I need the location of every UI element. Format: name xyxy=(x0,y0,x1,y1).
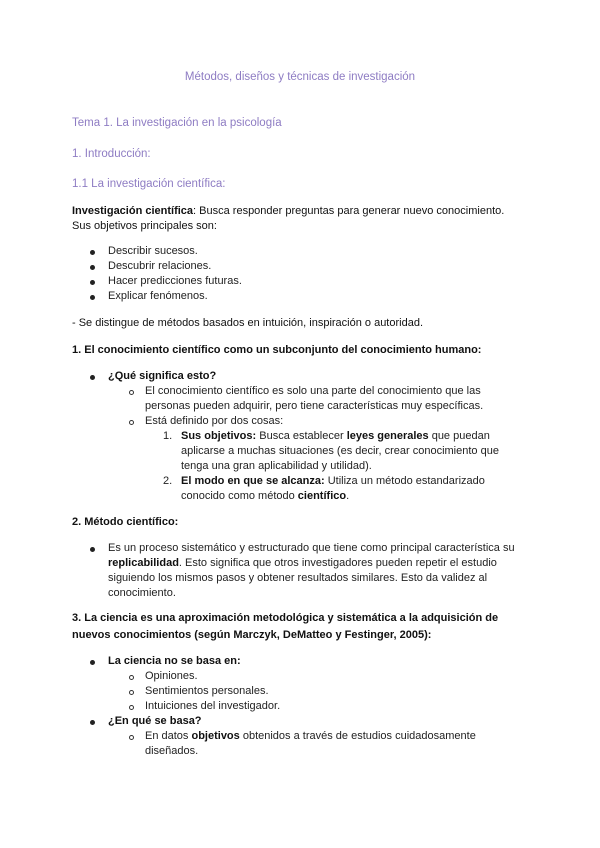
bullet-icon xyxy=(90,660,95,665)
item1-label: Sus objetivos: xyxy=(181,430,257,442)
section1-heading: 1. El conocimiento científico como un subconjunto del conocimiento humano: xyxy=(72,344,482,356)
item2-line2-bold: científico xyxy=(297,490,347,502)
objective-item: Explicar fenómenos. xyxy=(108,290,208,302)
bullet-icon xyxy=(90,547,95,552)
based-line1 xyxy=(145,729,476,744)
definition-line2: Sus objetivos principales son: xyxy=(72,220,217,232)
section3-bullet2 xyxy=(108,714,202,729)
section2-line3: siguiendo los mismos pasos y obtener resultados similares. Esto da validez al xyxy=(108,572,488,584)
distinction-text: - Se distingue de métodos basados en intuición, inspiración o autoridad. xyxy=(72,317,424,329)
item1-bold: leyes generales xyxy=(346,430,429,442)
item1-text1: Busca establecer xyxy=(256,430,347,442)
not-based-item: Intuiciones del investigador. xyxy=(145,700,281,712)
topic-heading: Tema 1. La investigación en la psicología xyxy=(72,117,282,129)
section3-bullet1-text: La ciencia no se basa en: xyxy=(108,655,241,667)
sub-heading: 1.1 La investigación científica: xyxy=(72,178,226,190)
section3-heading-line2: nuevos conocimientos (según Marczyk, DeMatteo y Festinger, 2005): xyxy=(72,629,432,641)
section1-sub1-line1: El conocimiento científico es solo una parte del conocimiento que las xyxy=(145,385,481,397)
objective-item: Descubrir relaciones. xyxy=(108,260,212,272)
item2-number: 2. xyxy=(163,475,173,487)
section1-sub2: Está definido por dos cosas: xyxy=(145,415,284,427)
item1-text2: que puedan xyxy=(428,430,490,442)
circle-bullet-icon xyxy=(129,705,134,710)
circle-bullet-icon xyxy=(129,390,134,395)
definition-paragraph xyxy=(72,204,532,234)
based-line2: diseñados. xyxy=(145,745,199,757)
item2-label: El modo en que se alcanza: xyxy=(181,475,325,487)
bullet-icon xyxy=(90,295,95,300)
section1-bullet-text: ¿Qué significa esto? xyxy=(108,370,217,382)
section2-line1: Es un proceso sistemático y estructurado que tiene como principal característica su xyxy=(108,542,515,554)
not-based-item: Opiniones. xyxy=(145,670,198,682)
item2-line1 xyxy=(181,474,485,489)
section3-bullet1 xyxy=(108,654,241,669)
section3-heading-line1: 3. La ciencia es una aproximación metodológica y sistemática a la adquisición de xyxy=(72,612,499,624)
bullet-icon xyxy=(90,280,95,285)
based-text2: obtenidos a través de estudios cuidadosamente xyxy=(239,730,476,742)
item2-line2-end: . xyxy=(346,490,350,502)
section2-line2 xyxy=(108,556,497,571)
item1-number: 1. xyxy=(163,430,173,442)
based-bold: objetivos xyxy=(191,730,240,742)
section2-heading: 2. Método científico: xyxy=(72,516,179,528)
section2-line2-rest: . Esto significa que otros investigadores pueden repetir el estudio xyxy=(178,557,497,569)
not-based-item: Sentimientos personales. xyxy=(145,685,269,697)
item2-line2 xyxy=(181,489,349,504)
section3-bullet2-text: ¿En qué se basa? xyxy=(108,715,202,727)
circle-bullet-icon xyxy=(129,690,134,695)
circle-bullet-icon xyxy=(129,675,134,680)
bullet-icon xyxy=(90,720,95,725)
bullet-icon xyxy=(90,265,95,270)
bullet-icon xyxy=(90,250,95,255)
bullet-icon xyxy=(90,375,95,380)
objective-item: Hacer predicciones futuras. xyxy=(108,275,242,287)
item1-line2: aplicarse a muchas situaciones (es decir, crear conocimiento que xyxy=(181,445,499,457)
document-title: Métodos, diseños y técnicas de investigación xyxy=(184,71,416,83)
definition-term: Investigación científica xyxy=(72,205,194,217)
item1-line3: tenga una gran aplicabilidad y utilidad). xyxy=(181,460,372,472)
circle-bullet-icon xyxy=(129,735,134,740)
item1-line1 xyxy=(181,429,490,444)
definition-text: : Busca responder preguntas para generar nuevo conocimiento. xyxy=(193,205,505,217)
objective-item: Describir sucesos. xyxy=(108,245,198,257)
section1-sub1-line2: personas pueden adquirir, pero tiene características muy específicas. xyxy=(145,400,484,412)
item2-line2-text: conocido como método xyxy=(181,490,298,502)
item2-text1: Utiliza un método estandarizado xyxy=(324,475,485,487)
section2-line4: conocimiento. xyxy=(108,587,176,599)
intro-heading: 1. Introducción: xyxy=(72,148,151,160)
section1-bullet xyxy=(108,369,216,384)
circle-bullet-icon xyxy=(129,420,134,425)
based-text1: En datos xyxy=(145,730,192,742)
section2-bold: replicabilidad xyxy=(108,557,179,569)
